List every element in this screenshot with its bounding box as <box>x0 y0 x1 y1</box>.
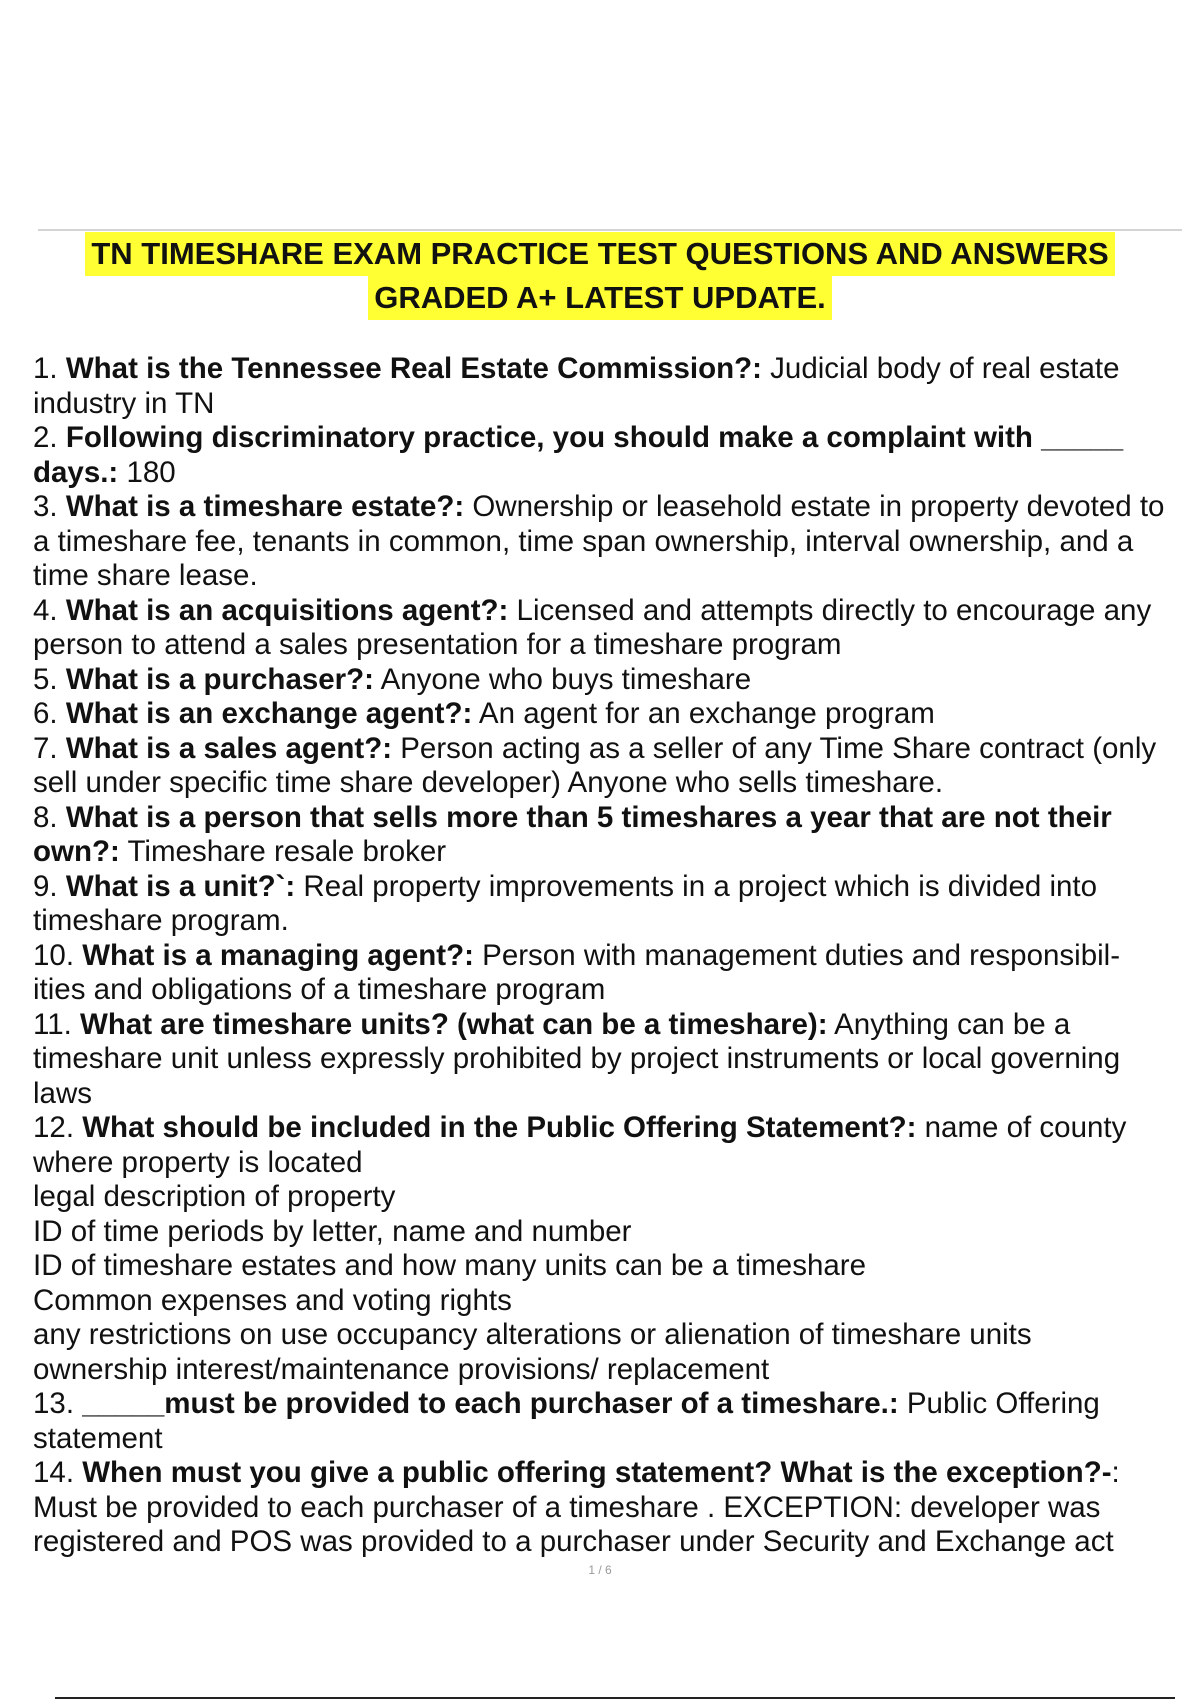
q12-answer-line: Common expenses and voting rights <box>33 1283 512 1317</box>
footer-divider <box>55 1697 1175 1699</box>
qa-answer: 180 <box>118 455 176 489</box>
qa-question: What is a timeshare estate?: <box>65 490 465 523</box>
qa-item-8 <box>33 801 1173 870</box>
qa-number: 11. <box>33 1007 81 1041</box>
qa-answer: Judicial body of real estate industry in TN <box>33 352 1120 420</box>
q12-answer-line: ownership interest/maintenance provisions/ replacement <box>33 1352 770 1386</box>
qa-number: 10. <box>33 938 83 972</box>
qa-answer: An agent for an exchange program <box>472 697 935 730</box>
qa-item-6 <box>33 697 1173 732</box>
qa-answer: Public Offering statement <box>33 1387 1100 1455</box>
qa-number: 1. <box>33 352 66 385</box>
qa-item-10 <box>33 939 1173 1008</box>
qa-question: What are timeshare units? (what can be a timeshare): <box>80 1007 828 1041</box>
page-number: 1 / 6 <box>588 1563 612 1577</box>
title-line-1: TN TIMESHARE EXAM PRACTICE TEST QUESTIONS AND ANSWERS <box>85 232 1114 276</box>
qa-number: 3. <box>33 490 66 523</box>
qa-question: Following discriminatory practice, you should make a complaint with _____ days.: <box>33 421 1124 489</box>
document-title <box>0 232 1200 320</box>
qa-question: What should be included in the Public Offering Statement?: <box>82 1111 917 1144</box>
qa-number: 9. <box>33 869 66 903</box>
qa-item-5 <box>33 663 1173 698</box>
qa-question: _____must be provided to each purchaser of a timeshare.: <box>82 1387 899 1420</box>
qa-answer: Real property improvements in a project which is divided into timeshare program. <box>33 869 1098 937</box>
qa-number: 14. <box>33 1456 83 1489</box>
qa-answer: Person acting as a seller of any Time Share contract (only sell under specific time share developer) Anyone who sells timeshare. <box>33 731 1157 799</box>
qa-question: What is the Tennessee Real Estate Commission?: <box>65 352 762 385</box>
qa-item-7 <box>33 732 1173 801</box>
qa-answer: Licensed and attempts directly to encourage any person to attend a sales presentation for a timeshare program <box>33 593 1152 661</box>
qa-answer: name of county where property is located <box>33 1111 1127 1179</box>
qa-answer: : Must be provided to each purchaser of a timeshare . EXCEPTION: developer was registered and POS was provided to a purchaser under Security and Exchange act <box>33 1456 1120 1558</box>
qa-answer: Person with management duties and responsibil- ities and obligations of a timeshare program <box>33 938 1121 1006</box>
qa-item-3 <box>33 490 1173 594</box>
qa-item-11 <box>33 1008 1173 1112</box>
qa-number: 5. <box>33 662 66 696</box>
qa-question: What is a purchaser?: <box>65 662 374 696</box>
qa-item-1 <box>33 352 1173 421</box>
qa-item-12 <box>33 1111 1173 1180</box>
qa-number: 13. <box>33 1387 83 1420</box>
q12-answer-line: any restrictions on use occupancy alterations or alienation of timeshare units <box>33 1318 1032 1351</box>
q12-answer-line: legal description of property <box>33 1180 396 1213</box>
qa-number: 7. <box>33 731 66 765</box>
qa-item-9 <box>33 870 1173 939</box>
qa-answer: Ownership or leasehold estate in property devoted to a timeshare fee, tenants in common, time span ownership, interval ownership, and a time share lease. <box>33 490 1165 592</box>
title-line-2: GRADED A+ LATEST UPDATE. <box>368 276 832 320</box>
qa-item-2 <box>33 421 1173 490</box>
header-divider <box>38 229 1182 231</box>
qa-item-4 <box>33 594 1173 663</box>
qa-answer: Timeshare resale broker <box>119 835 447 868</box>
qa-question: What is a sales agent?: <box>65 731 393 765</box>
qa-number: 2. <box>33 421 66 454</box>
qa-item-14 <box>33 1456 1173 1560</box>
qa-list <box>33 352 1173 1560</box>
qa-question: What is a unit?`: <box>65 869 296 903</box>
qa-number: 6. <box>33 697 66 730</box>
qa-answer: Anything can be a timeshare unit unless expressly prohibited by project instruments or local governing laws <box>33 1007 1121 1110</box>
qa-question: When must you give a public offering statement? What is the exception?- <box>82 1456 1112 1489</box>
qa-number: 12. <box>33 1111 83 1144</box>
qa-number: 8. <box>33 800 66 834</box>
qa-question: What is a person that sells more than 5 timeshares a year that are not their own?: <box>33 800 1112 868</box>
qa-question: What is an acquisitions agent?: <box>65 593 509 627</box>
q12-answer-line: ID of time periods by letter, name and number <box>33 1214 632 1248</box>
qa-answer: Anyone who buys timeshare <box>374 662 752 696</box>
q12-answer-line: ID of timeshare estates and how many units can be a timeshare <box>33 1249 866 1282</box>
qa-number: 4. <box>33 593 66 627</box>
qa-item-13 <box>33 1387 1173 1456</box>
qa-question: What is an exchange agent?: <box>65 697 473 730</box>
qa-question: What is a managing agent?: <box>82 938 474 972</box>
